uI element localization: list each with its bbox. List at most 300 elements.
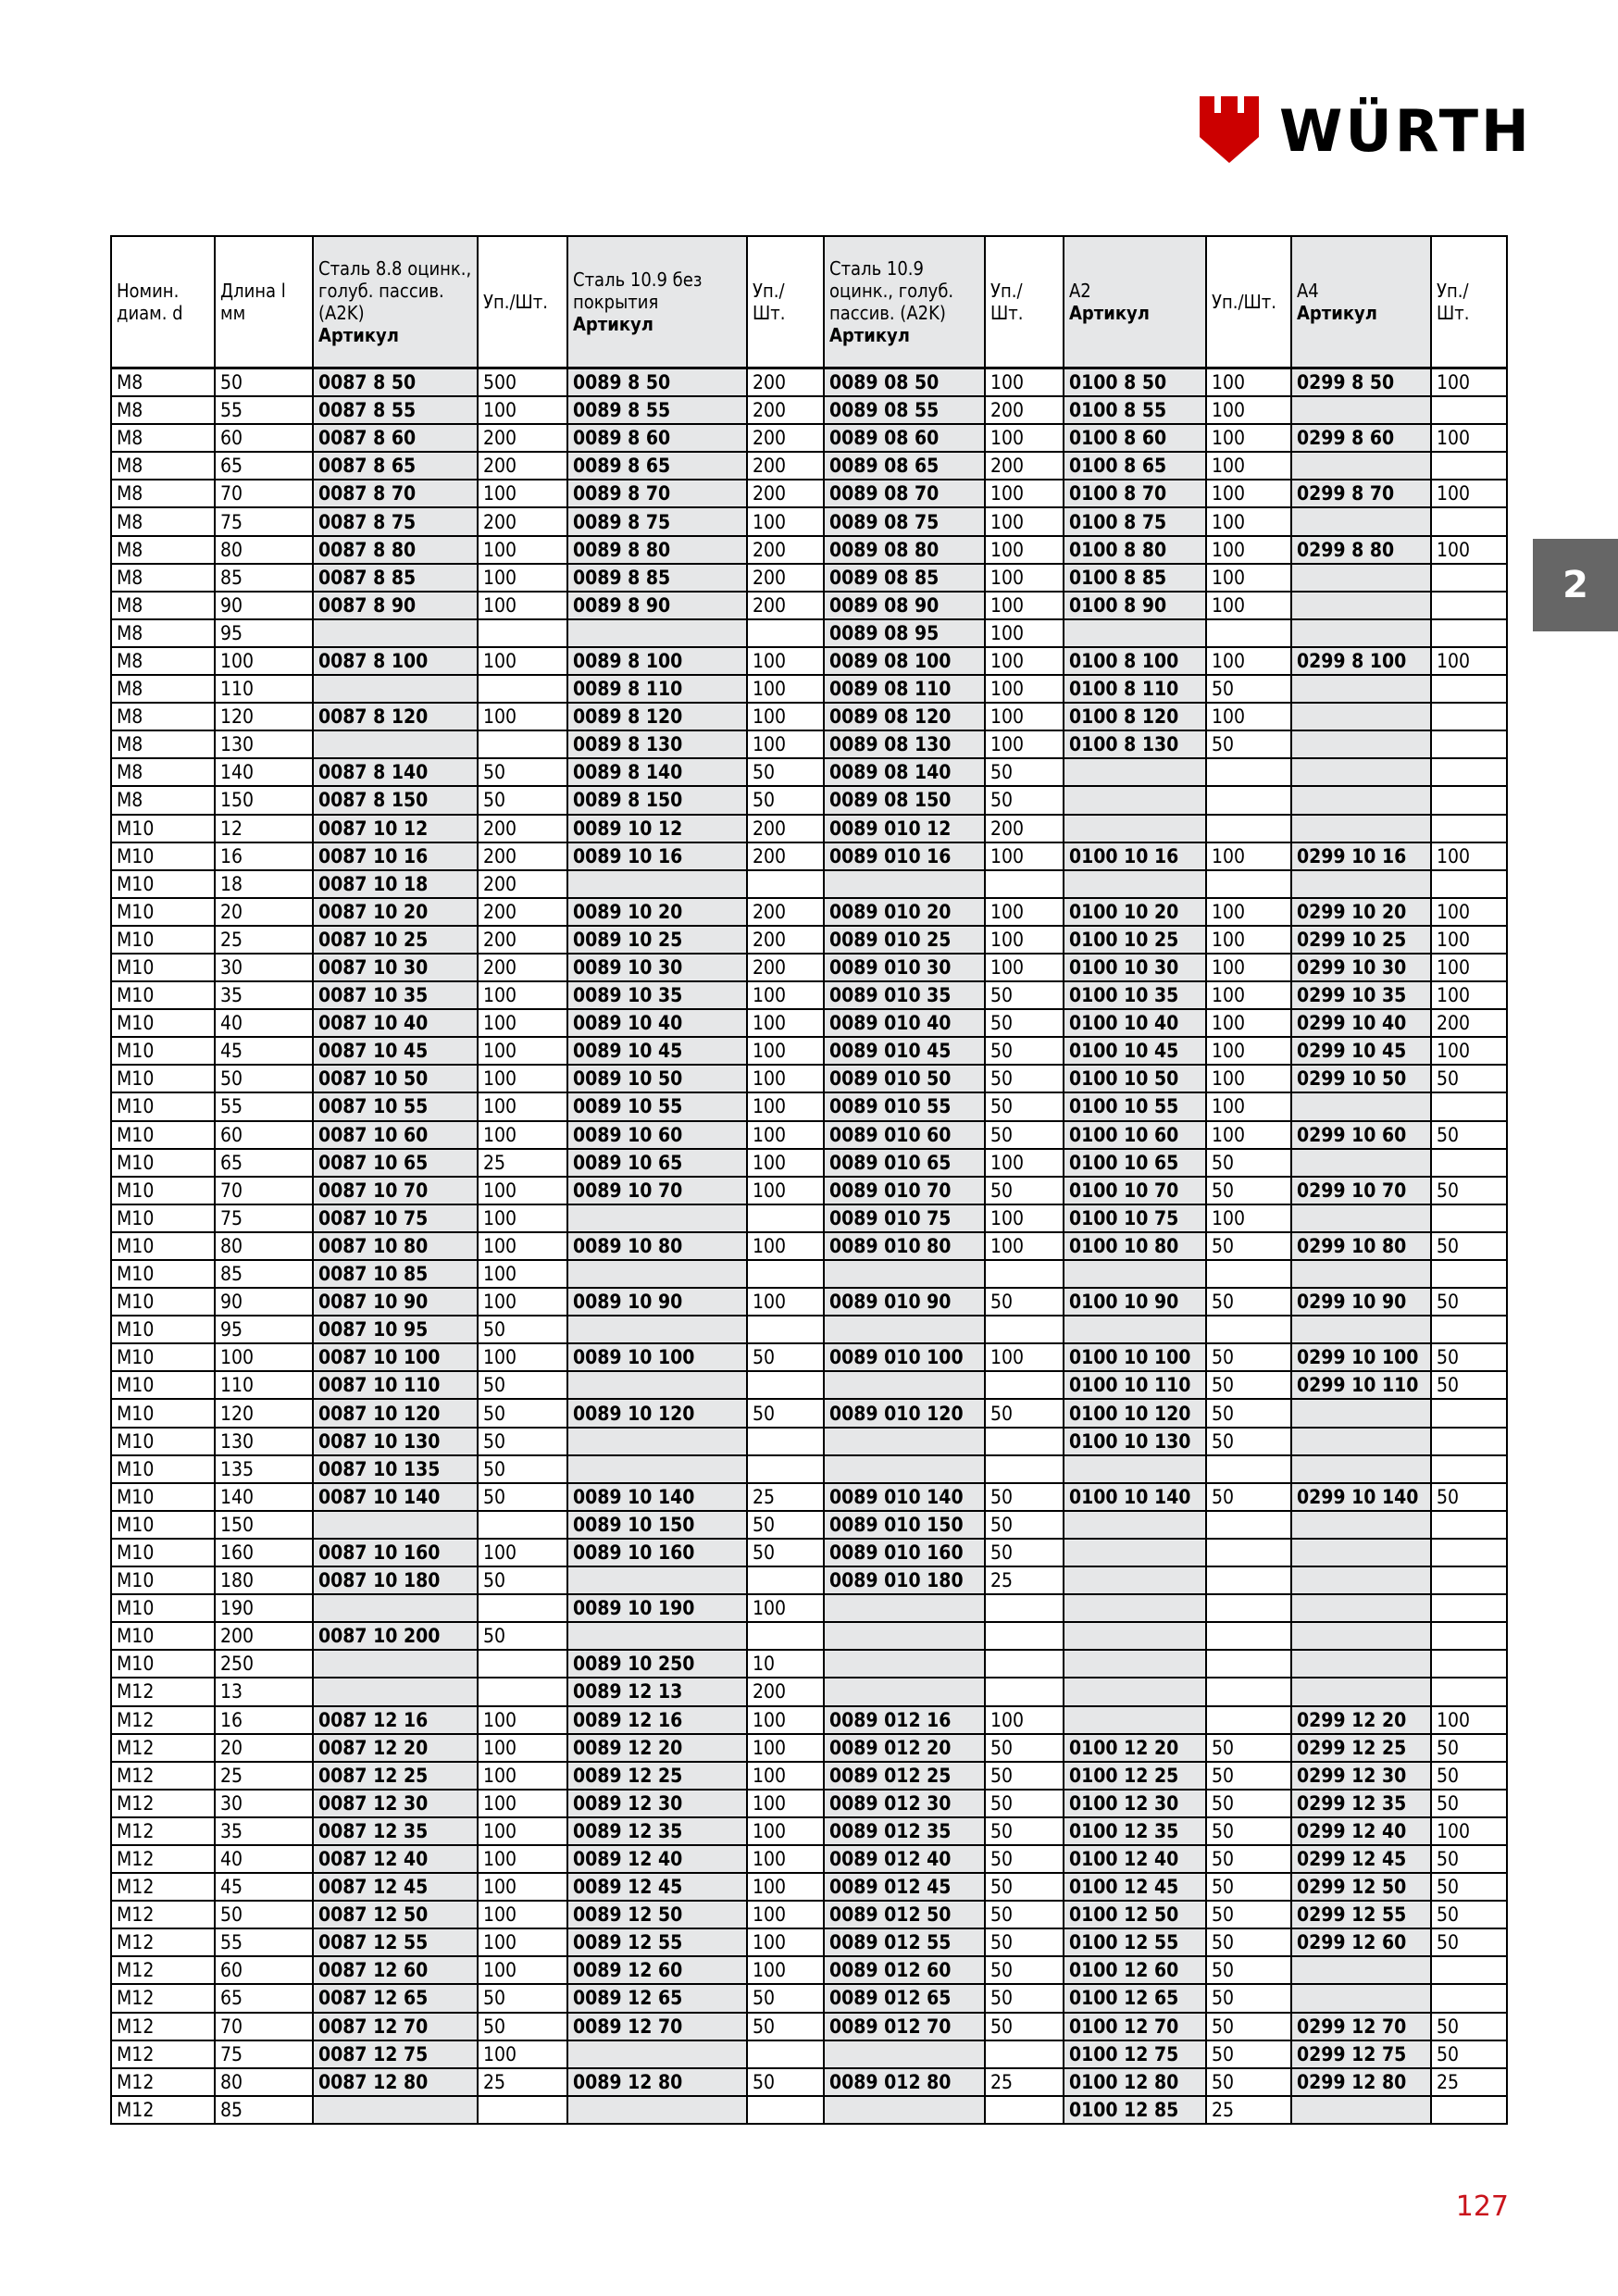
table-cell: 0089 012 40 [824,1845,985,1873]
table-cell: 0089 010 90 [824,1288,985,1316]
table-row [111,1984,1507,2012]
table-cell [313,1511,478,1539]
table-cell: 200 [478,424,567,452]
table-cell: 200 [747,592,824,619]
table-cell: 0089 8 60 [567,424,747,452]
table-cell: M10 [111,1177,215,1204]
table-cell: 0087 10 90 [313,1288,478,1316]
table-cell: 100 [1206,926,1291,954]
table-cell: 0100 10 70 [1064,1177,1206,1204]
table-cell [1431,1594,1507,1622]
table-cell: 45 [215,1037,313,1065]
table-cell: 50 [985,1984,1064,2012]
table-cell [747,870,824,898]
table-cell: 50 [985,786,1064,814]
table-cell: 100 [747,1594,824,1622]
table-cell: 100 [478,1734,567,1762]
table-cell: 100 [1206,424,1291,452]
table-cell: 100 [747,675,824,703]
table-cell: 50 [1206,1371,1291,1399]
table-cell: 100 [478,1343,567,1371]
table-cell: 25 [215,1762,313,1790]
table-cell: 100 [478,564,567,592]
table-cell: 0299 10 60 [1291,1121,1431,1149]
table-cell: 0089 08 60 [824,424,985,452]
table-cell [985,1371,1064,1399]
table-row [111,1762,1507,1790]
column-header [824,236,985,368]
table-cell [1291,1092,1431,1120]
table-cell: 0089 010 40 [824,1009,985,1037]
table-cell: 0089 010 35 [824,981,985,1009]
table-cell: 0089 012 20 [824,1734,985,1762]
table-cell [1206,1566,1291,1594]
table-cell: 0087 12 50 [313,1901,478,1928]
table-cell: 0089 8 110 [567,675,747,703]
table-cell: 0089 08 75 [824,507,985,535]
table-cell: 50 [985,1009,1064,1037]
table-cell: 0089 8 90 [567,592,747,619]
table-cell [313,1650,478,1678]
table-cell: 50 [747,1399,824,1427]
table-row [111,1316,1507,1343]
table-cell: 0100 10 75 [1064,1204,1206,1232]
table-cell: 250 [215,1650,313,1678]
table-cell [1064,1455,1206,1483]
table-row [111,480,1507,507]
table-cell [567,1455,747,1483]
table-cell [567,2096,747,2124]
table-cell: 100 [1206,480,1291,507]
table-cell [1431,815,1507,842]
table-cell: M10 [111,1288,215,1316]
table-cell: M10 [111,1092,215,1120]
column-header-label: Уп./Шт. [483,291,548,313]
table-cell: M12 [111,1928,215,1956]
table-cell: 200 [478,926,567,954]
table-cell: 40 [215,1009,313,1037]
table-cell: 0089 010 150 [824,1511,985,1539]
table-cell [1206,1260,1291,1288]
table-cell: 50 [1206,1873,1291,1901]
table-cell: 50 [478,1622,567,1650]
table-cell: 75 [215,507,313,535]
table-cell: 100 [1206,954,1291,981]
table-cell: 55 [215,396,313,424]
table-cell [824,1260,985,1288]
table-cell [1064,815,1206,842]
table-cell: 100 [478,1232,567,1260]
table-cell: 0089 10 12 [567,815,747,842]
table-cell [1431,1511,1507,1539]
table-cell: 0087 10 85 [313,1260,478,1288]
table-cell [313,2096,478,2124]
table-cell [747,2096,824,2124]
table-cell: 100 [747,1009,824,1037]
table-cell: M10 [111,1065,215,1092]
table-cell: 0089 08 50 [824,368,985,397]
table-row [111,1511,1507,1539]
table-cell: 100 [985,647,1064,675]
table-cell: 0089 010 120 [824,1399,985,1427]
table-cell: 50 [747,1343,824,1371]
table-row [111,1901,1507,1928]
table-cell: 0089 012 55 [824,1928,985,1956]
table-cell [478,1511,567,1539]
table-cell: 60 [215,1956,313,1984]
table-cell [567,1566,747,1594]
table-cell: 100 [747,1928,824,1956]
table-cell [1064,870,1206,898]
table-cell: 0089 08 80 [824,536,985,564]
table-cell: 0089 012 45 [824,1873,985,1901]
table-cell: 100 [1206,396,1291,424]
table-row [111,815,1507,842]
table-cell [567,1316,747,1343]
table-row [111,368,1507,397]
table-cell: 50 [985,981,1064,1009]
table-cell: 0087 12 20 [313,1734,478,1762]
table-cell: 200 [478,898,567,926]
table-cell: M10 [111,1121,215,1149]
table-cell: 100 [985,368,1064,397]
page-number: 127 [1455,2190,1509,2223]
table-cell: 200 [747,536,824,564]
table-cell: M10 [111,954,215,981]
table-cell: 50 [985,1511,1064,1539]
product-table [110,235,1508,2125]
table-cell: 100 [1206,592,1291,619]
table-cell: 0087 10 160 [313,1539,478,1566]
table-cell: 0299 10 140 [1291,1483,1431,1511]
table-cell: 100 [747,1734,824,1762]
table-header-row [111,236,1507,368]
table-cell [313,730,478,758]
table-row [111,926,1507,954]
table-cell: 100 [478,1762,567,1790]
table-cell: 50 [215,1901,313,1928]
table-cell: 0087 10 30 [313,954,478,981]
column-header-label: Длина l мм [220,280,286,324]
table-cell: 0100 12 50 [1064,1901,1206,1928]
table-row [111,1790,1507,1817]
table-cell [1431,1566,1507,1594]
table-cell: M8 [111,730,215,758]
table-cell: 0100 8 55 [1064,396,1206,424]
table-cell: 0087 10 20 [313,898,478,926]
table-cell [985,1678,1064,1705]
table-cell: 0089 12 20 [567,1734,747,1762]
table-cell: 40 [215,1845,313,1873]
table-cell: 100 [747,1065,824,1092]
table-cell: 160 [215,1539,313,1566]
table-cell: 100 [478,592,567,619]
table-cell: 0089 10 120 [567,1399,747,1427]
table-cell: 100 [985,1149,1064,1177]
table-cell: 50 [1206,1149,1291,1177]
table-cell: 0087 8 70 [313,480,478,507]
table-cell: 200 [478,507,567,535]
table-cell: 0100 10 16 [1064,842,1206,870]
table-cell [1291,1204,1431,1232]
table-row [111,1260,1507,1288]
table-cell: 25 [478,1149,567,1177]
table-cell: M8 [111,536,215,564]
table-cell: 0089 8 120 [567,703,747,730]
table-cell: 100 [478,1873,567,1901]
table-cell: 0089 8 70 [567,480,747,507]
table-cell [1064,1650,1206,1678]
table-cell: 100 [1431,368,1507,397]
table-cell: M12 [111,1984,215,2012]
table-cell: 0089 12 60 [567,1956,747,1984]
table-cell [1291,675,1431,703]
table-cell [1291,396,1431,424]
table-cell: 0299 10 20 [1291,898,1431,926]
table-cell: 0089 10 90 [567,1288,747,1316]
table-row [111,452,1507,480]
table-cell: 200 [1431,1009,1507,1037]
table-cell: 0089 10 20 [567,898,747,926]
table-cell [985,2040,1064,2068]
table-cell [747,2040,824,2068]
table-cell: 100 [1431,898,1507,926]
table-cell: 0087 10 70 [313,1177,478,1204]
table-cell: 0299 12 80 [1291,2068,1431,2096]
table-cell: 0087 10 25 [313,926,478,954]
table-cell [1431,1539,1507,1566]
table-cell: 0089 08 120 [824,703,985,730]
table-cell: 50 [985,1873,1064,1901]
table-cell: 0089 10 70 [567,1177,747,1204]
table-cell: 50 [985,1483,1064,1511]
table-cell [1291,1511,1431,1539]
table-cell: 0089 10 190 [567,1594,747,1622]
table-cell: 0100 8 60 [1064,424,1206,452]
table-cell [1291,1594,1431,1622]
table-cell: 0087 10 95 [313,1316,478,1343]
table-cell: 0100 12 45 [1064,1873,1206,1901]
table-cell: 0100 10 20 [1064,898,1206,926]
table-cell: 50 [1431,1790,1507,1817]
table-cell: 0089 012 70 [824,2013,985,2040]
table-cell: 0089 10 140 [567,1483,747,1511]
table-cell: 0089 10 80 [567,1232,747,1260]
table-cell: 50 [747,786,824,814]
table-cell [1431,1650,1507,1678]
table-cell: 0100 12 80 [1064,2068,1206,2096]
table-cell: 0100 8 130 [1064,730,1206,758]
table-cell: 0089 010 60 [824,1121,985,1149]
table-cell: 50 [1206,1762,1291,1790]
table-cell: 0089 12 80 [567,2068,747,2096]
table-cell: 130 [215,730,313,758]
table-cell: 50 [985,1845,1064,1873]
table-cell: 50 [985,2013,1064,2040]
table-cell: 0087 10 75 [313,1204,478,1232]
table-cell: 100 [1206,842,1291,870]
table-cell: 100 [215,1343,313,1371]
table-cell: 0089 12 40 [567,1845,747,1873]
table-cell: 0087 8 60 [313,424,478,452]
table-cell [1291,507,1431,535]
table-cell: 100 [985,1343,1064,1371]
table-cell: 180 [215,1566,313,1594]
table-row [111,1483,1507,1511]
table-cell: 100 [985,675,1064,703]
table-cell: 0089 08 130 [824,730,985,758]
table-cell: M10 [111,1316,215,1343]
table-cell: 0089 10 60 [567,1121,747,1149]
table-cell: 0089 8 55 [567,396,747,424]
table-cell: 30 [215,1790,313,1817]
table-cell: M12 [111,1790,215,1817]
table-cell [478,675,567,703]
table-cell: M10 [111,1343,215,1371]
table-cell: 0087 8 120 [313,703,478,730]
table-cell: 100 [747,1817,824,1845]
table-cell: 0089 010 100 [824,1343,985,1371]
table-cell: 140 [215,1483,313,1511]
table-cell: 50 [985,1065,1064,1092]
table-cell: 75 [215,2040,313,2068]
table-cell: 0089 010 50 [824,1065,985,1092]
chapter-tab[interactable]: 2 [1533,539,1618,631]
table-cell [824,1678,985,1705]
table-cell [1291,1428,1431,1455]
table-cell: 0100 12 85 [1064,2096,1206,2124]
table-row [111,2040,1507,2068]
table-cell: 0299 12 60 [1291,1928,1431,1956]
table-cell: 0087 8 50 [313,368,478,397]
table-cell [1291,2096,1431,2124]
table-cell: 0299 12 20 [1291,1706,1431,1734]
table-cell: 0087 10 80 [313,1232,478,1260]
table-row [111,1121,1507,1149]
table-cell: 50 [1206,1901,1291,1928]
table-cell: 18 [215,870,313,898]
table-cell: 50 [985,1288,1064,1316]
table-cell: 0100 10 45 [1064,1037,1206,1065]
table-cell [824,1371,985,1399]
table-cell: 55 [215,1092,313,1120]
table-cell: 0299 10 45 [1291,1037,1431,1065]
table-cell [567,619,747,647]
table-cell: 0087 12 45 [313,1873,478,1901]
column-header [1291,236,1431,368]
table-cell: 0089 010 75 [824,1204,985,1232]
table-cell: M10 [111,1650,215,1678]
table-row [111,396,1507,424]
table-cell: 0089 010 140 [824,1483,985,1511]
table-cell: 85 [215,1260,313,1288]
table-cell: 0089 8 50 [567,368,747,397]
table-cell [1431,703,1507,730]
table-cell: 50 [1431,1232,1507,1260]
table-row [111,1539,1507,1566]
table-cell: 0089 10 30 [567,954,747,981]
table-row [111,1706,1507,1734]
table-cell [1291,730,1431,758]
table-cell [747,1566,824,1594]
table-row [111,1455,1507,1483]
table-cell: 0089 10 45 [567,1037,747,1065]
table-cell: M10 [111,870,215,898]
table-cell: M8 [111,396,215,424]
table-cell: 0299 8 70 [1291,480,1431,507]
table-cell: 50 [985,1790,1064,1817]
table-cell [985,1260,1064,1288]
table-cell: 100 [1206,564,1291,592]
table-cell: 50 [985,1399,1064,1427]
table-cell: 100 [747,703,824,730]
table-cell [985,1455,1064,1483]
table-cell [1431,2096,1507,2124]
table-cell: 80 [215,2068,313,2096]
table-cell: 25 [1431,2068,1507,2096]
table-row [111,2096,1507,2124]
table-cell: 50 [1206,1399,1291,1427]
table-cell [1291,452,1431,480]
table-cell: 50 [478,1455,567,1483]
table-cell: M10 [111,1594,215,1622]
table-cell: 0100 8 75 [1064,507,1206,535]
table-cell [567,1428,747,1455]
table-cell: 200 [747,1678,824,1705]
table-cell: 0087 8 85 [313,564,478,592]
table-cell: 90 [215,592,313,619]
table-cell: 100 [985,424,1064,452]
table-cell: 0089 010 65 [824,1149,985,1177]
table-cell: 140 [215,758,313,786]
table-cell: 0089 08 95 [824,619,985,647]
column-header-label: Уп./Шт. [1212,291,1276,313]
table-cell: 0089 10 150 [567,1511,747,1539]
table-cell: 100 [1431,981,1507,1009]
table-cell [313,1678,478,1705]
table-cell: 200 [985,396,1064,424]
table-cell [478,1678,567,1705]
table-row [111,647,1507,675]
table-cell: M10 [111,1483,215,1511]
table-cell: 0089 12 70 [567,2013,747,2040]
table-row [111,1956,1507,1984]
table-cell [1291,619,1431,647]
table-cell: 100 [1431,954,1507,981]
table-cell: 50 [985,1539,1064,1566]
column-header-label: Сталь 10.9 без покрытия [573,268,703,313]
table-cell: M8 [111,703,215,730]
table-cell: 0100 10 50 [1064,1065,1206,1092]
table-cell [1064,786,1206,814]
table-row [111,1399,1507,1427]
table-cell: M8 [111,507,215,535]
table-row [111,564,1507,592]
column-header [111,236,215,368]
table-row [111,1037,1507,1065]
table-cell: 0299 8 80 [1291,536,1431,564]
table-cell: 0089 012 50 [824,1901,985,1928]
table-cell [1206,1706,1291,1734]
table-cell: 0100 10 30 [1064,954,1206,981]
table-cell: 0299 10 70 [1291,1177,1431,1204]
table-cell [1206,1678,1291,1705]
column-header-article: Артикул [829,324,910,346]
table-row [111,1065,1507,1092]
table-cell: 110 [215,1371,313,1399]
table-cell: 0089 08 140 [824,758,985,786]
table-cell: 0100 12 55 [1064,1928,1206,1956]
